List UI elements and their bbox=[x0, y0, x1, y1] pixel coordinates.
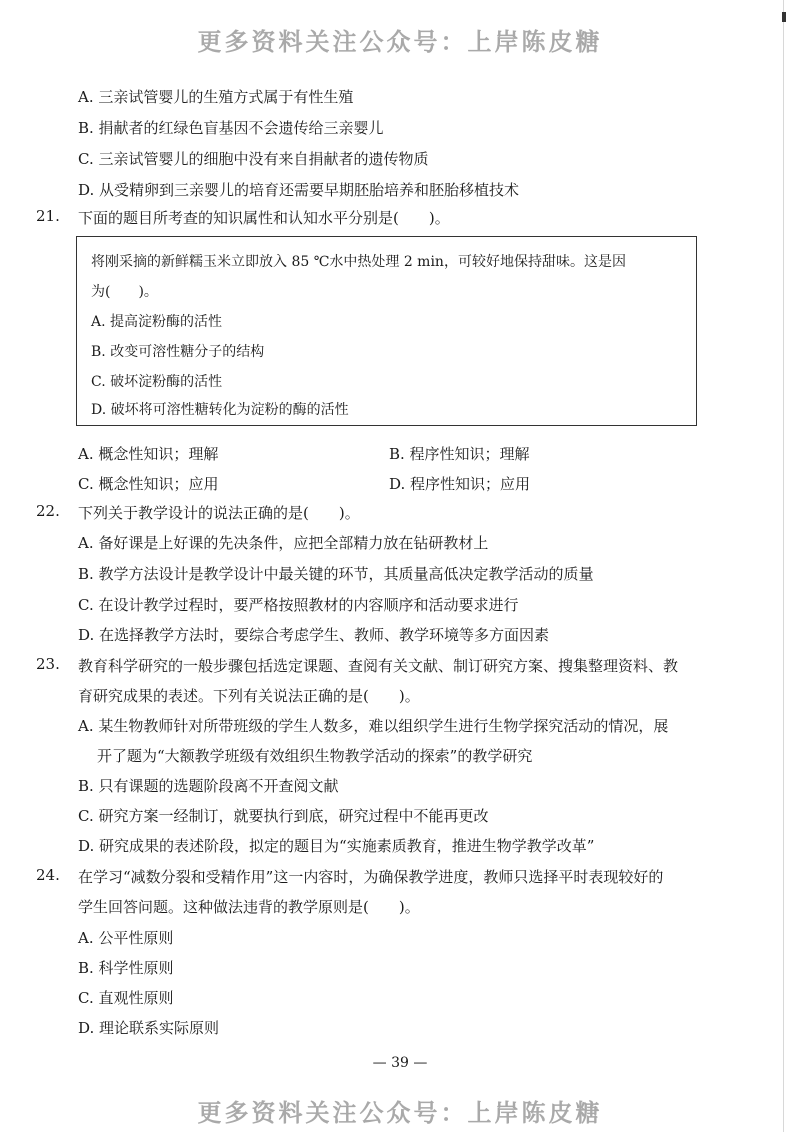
q23-option-a-line-2: 开了题为“大额教学班级有效组织生物教学活动的探索”的教学研究 bbox=[97, 747, 533, 765]
q23-option-b: B. 只有课题的选题阶段离不开查阅文献 bbox=[78, 777, 339, 795]
watermark-top: 更多资料关注公众号：上岸陈皮糖 bbox=[197, 28, 603, 56]
q21-box-option-d: D. 破坏将可溶性糖转化为淀粉的酶的活性 bbox=[91, 402, 349, 418]
page-edge-line bbox=[783, 0, 784, 1132]
q23-stem-line-1: 教育科学研究的一般步骤包括选定课题、查阅有关文献、制订研究方案、搜集整理资料、教 bbox=[78, 657, 679, 675]
q20-option-a: A. 三亲试管婴儿的生殖方式属于有性生殖 bbox=[78, 88, 354, 106]
q20-option-d: D. 从受精卵到三亲婴儿的培育还需要早期胚胎培养和胚胎移植技术 bbox=[78, 181, 520, 199]
q21-quoted-question-box bbox=[76, 236, 697, 426]
q21-box-line-1: 将刚采摘的新鲜糯玉米立即放入 85 ℃水中热处理 2 min，可较好地保持甜味。这是因 bbox=[91, 254, 626, 270]
q21-box-line-2: 为( )。 bbox=[91, 284, 158, 300]
q22-option-a: A. 备好课是上好课的先决条件，应把全部精力放在钻研教材上 bbox=[78, 534, 489, 552]
q21-option-d: D. 程序性知识；应用 bbox=[389, 475, 531, 493]
q21-box-option-a: A. 提高淀粉酶的活性 bbox=[91, 314, 223, 330]
q23-option-c: C. 研究方案一经制订，就要执行到底，研究过程中不能再更改 bbox=[78, 807, 489, 825]
q21-number: 21. bbox=[36, 207, 60, 225]
watermark-bottom: 更多资料关注公众号：上岸陈皮糖 bbox=[197, 1099, 603, 1127]
q23-option-d: D. 研究成果的表述阶段，拟定的题目为“实施素质教育，推进生物学教学改革” bbox=[78, 837, 595, 855]
q22-option-d: D. 在选择教学方法时，要综合考虑学生、教师、教学环境等多方面因素 bbox=[78, 626, 550, 644]
q22-option-b: B. 教学方法设计是教学设计中最关键的环节，其质量高低决定教学活动的质量 bbox=[78, 565, 594, 583]
q23-stem-line-2: 育研究成果的表述。下列有关说法正确的是( )。 bbox=[78, 687, 420, 705]
q23-number: 23. bbox=[36, 655, 60, 673]
q20-option-b: B. 捐献者的红绿色盲基因不会遗传给三亲婴儿 bbox=[78, 119, 384, 137]
q22-option-c: C. 在设计教学过程时，要严格按照教材的内容顺序和活动要求进行 bbox=[78, 596, 519, 614]
page-number: — 39 — bbox=[372, 1055, 428, 1071]
q21-box-option-c: C. 破坏淀粉酶的活性 bbox=[91, 374, 223, 390]
q21-option-b: B. 程序性知识；理解 bbox=[389, 445, 530, 463]
q22-number: 22. bbox=[36, 502, 60, 520]
q24-stem-line-2: 学生回答问题。这种做法违背的教学原则是( )。 bbox=[78, 898, 420, 916]
q24-option-d: D. 理论联系实际原则 bbox=[78, 1019, 220, 1037]
q23-option-a-line-1: A. 某生物教师针对所带班级的学生人数多，难以组织学生进行生物学探究活动的情况，展 bbox=[78, 717, 669, 735]
q21-stem: 下面的题目所考查的知识属性和认知水平分别是( )。 bbox=[78, 209, 450, 227]
q24-option-a: A. 公平性原则 bbox=[78, 929, 174, 947]
q24-option-c: C. 直观性原则 bbox=[78, 989, 174, 1007]
q22-stem: 下列关于教学设计的说法正确的是( )。 bbox=[78, 504, 360, 522]
scan-mark bbox=[782, 12, 786, 22]
q21-box-option-b: B. 改变可溶性糖分子的结构 bbox=[91, 344, 265, 360]
q21-option-a: A. 概念性知识；理解 bbox=[78, 445, 219, 463]
q20-option-c: C. 三亲试管婴儿的细胞中没有来自捐献者的遗传物质 bbox=[78, 150, 429, 168]
q21-option-c: C. 概念性知识；应用 bbox=[78, 475, 219, 493]
q24-stem-line-1: 在学习“减数分裂和受精作用”这一内容时，为确保教学进度，教师只选择平时表现较好的 bbox=[78, 868, 664, 886]
q24-option-b: B. 科学性原则 bbox=[78, 959, 174, 977]
q24-number: 24. bbox=[36, 866, 60, 884]
